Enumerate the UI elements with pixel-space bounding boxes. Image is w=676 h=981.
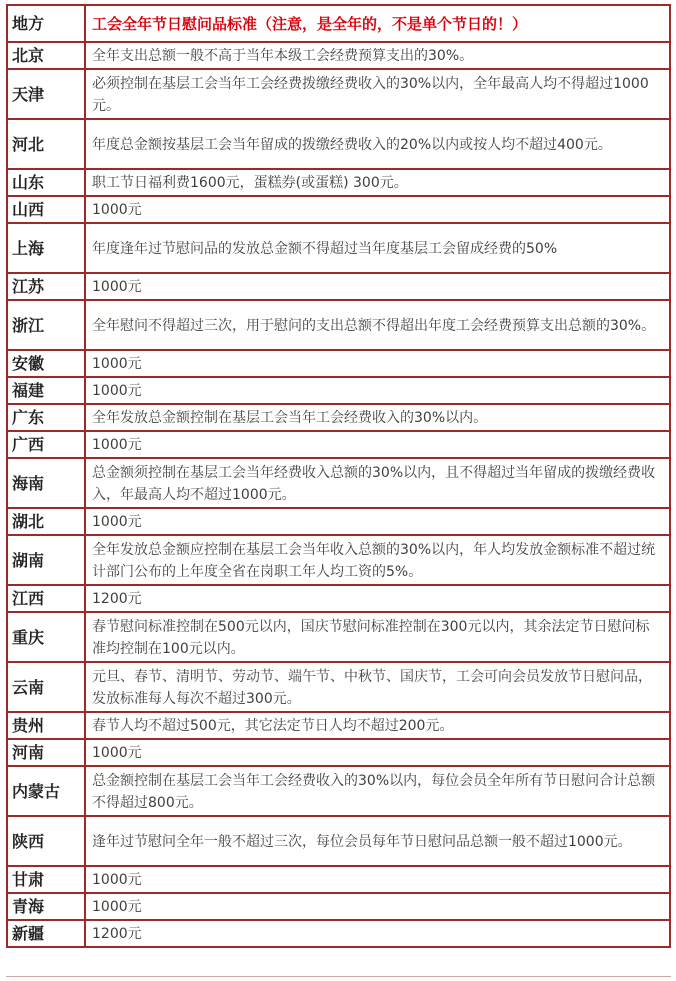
standard-cell: 年度总金额按基层工会当年留成的拨缴经费收入的20%以内或按人均不超过400元。 — [85, 119, 670, 169]
region-cell: 河南 — [7, 739, 85, 766]
table-row — [7, 920, 670, 947]
standard-cell: 全年慰问不得超过三次，用于慰问的支出总额不得超出年度工会经费预算支出总额的30%。 — [85, 300, 670, 350]
region-cell: 江苏 — [7, 273, 85, 300]
table-row — [7, 69, 670, 119]
table-header-row — [7, 5, 670, 42]
table-row — [7, 712, 670, 739]
table-row — [7, 42, 670, 69]
table-row — [7, 585, 670, 612]
standard-cell: 总金额须控制在基层工会当年经费收入总额的30%以内，且不得超过当年留成的拨缴经费收入，年最高人均不超过1000元。 — [85, 458, 670, 508]
region-cell: 天津 — [7, 69, 85, 119]
table-row — [7, 404, 670, 431]
standard-cell: 总金额控制在基层工会当年工会经费收入的30%以内，每位会员全年所有节日慰问合计总额不得超过800元。 — [85, 766, 670, 816]
region-cell: 内蒙古 — [7, 766, 85, 816]
region-cell: 海南 — [7, 458, 85, 508]
standard-cell: 元旦、春节、清明节、劳动节、端午节、中秋节、国庆节，工会可向会员发放节日慰问品，发放标准每人每次不超过300元。 — [85, 662, 670, 712]
table-row — [7, 169, 670, 196]
table-row — [7, 273, 670, 300]
region-cell: 重庆 — [7, 612, 85, 662]
table-row — [7, 612, 670, 662]
standard-cell: 1200元 — [85, 920, 670, 947]
standard-cell: 全年发放总金额应控制在基层工会当年收入总额的30%以内，年人均发放金额标准不超过统计部门公布的上年度全省在岗职工年人均工资的5%。 — [85, 535, 670, 585]
region-cell: 浙江 — [7, 300, 85, 350]
standard-cell: 必须控制在基层工会当年工会经费拨缴经费收入的30%以内，全年最高人均不得超过1000元。 — [85, 69, 670, 119]
union-holiday-standards-table — [6, 4, 671, 948]
table-row — [7, 458, 670, 508]
region-cell: 北京 — [7, 42, 85, 69]
standard-cell: 1000元 — [85, 196, 670, 223]
standard-cell: 1000元 — [85, 893, 670, 920]
region-cell: 山东 — [7, 169, 85, 196]
standard-cell: 春节人均不超过500元，其它法定节日人均不超过200元。 — [85, 712, 670, 739]
standard-cell: 1000元 — [85, 273, 670, 300]
standard-cell: 1000元 — [85, 350, 670, 377]
region-cell: 新疆 — [7, 920, 85, 947]
table-row — [7, 739, 670, 766]
region-cell: 陕西 — [7, 816, 85, 866]
table-row — [7, 866, 670, 893]
table-row — [7, 431, 670, 458]
table-row — [7, 766, 670, 816]
standard-cell: 1000元 — [85, 739, 670, 766]
standard-cell: 1200元 — [85, 585, 670, 612]
region-cell: 福建 — [7, 377, 85, 404]
region-cell: 甘肃 — [7, 866, 85, 893]
standard-cell: 全年支出总额一般不高于当年本级工会经费预算支出的30%。 — [85, 42, 670, 69]
region-cell: 安徽 — [7, 350, 85, 377]
standard-cell: 年度逢年过节慰问品的发放总金额不得超过当年度基层工会留成经费的50% — [85, 223, 670, 273]
region-cell: 湖南 — [7, 535, 85, 585]
table-row — [7, 119, 670, 169]
region-cell: 青海 — [7, 893, 85, 920]
standard-cell: 1000元 — [85, 377, 670, 404]
region-cell: 广西 — [7, 431, 85, 458]
table-row — [7, 196, 670, 223]
standard-cell: 1000元 — [85, 431, 670, 458]
region-cell: 山西 — [7, 196, 85, 223]
standard-cell: 全年发放总金额控制在基层工会当年工会经费收入的30%以内。 — [85, 404, 670, 431]
region-cell: 上海 — [7, 223, 85, 273]
table-row — [7, 893, 670, 920]
standard-cell: 1000元 — [85, 508, 670, 535]
table-row — [7, 535, 670, 585]
standard-cell: 逢年过节慰问全年一般不超过三次，每位会员每年节日慰问品总额一般不超过1000元。 — [85, 816, 670, 866]
region-cell: 贵州 — [7, 712, 85, 739]
bottom-divider — [6, 976, 671, 977]
table-row — [7, 377, 670, 404]
table-row — [7, 300, 670, 350]
table-row — [7, 223, 670, 273]
region-cell: 江西 — [7, 585, 85, 612]
region-cell: 湖北 — [7, 508, 85, 535]
region-cell: 广东 — [7, 404, 85, 431]
table-row — [7, 508, 670, 535]
region-column-header: 地方 — [7, 5, 85, 42]
standard-cell: 1000元 — [85, 866, 670, 893]
standard-column-header: 工会全年节日慰问品标准（注意，是全年的，不是单个节日的！） — [85, 5, 670, 42]
table-row — [7, 816, 670, 866]
table-row — [7, 662, 670, 712]
table-row — [7, 350, 670, 377]
region-cell: 河北 — [7, 119, 85, 169]
region-cell: 云南 — [7, 662, 85, 712]
standard-cell: 职工节日福利费1600元，蛋糕券(或蛋糕) 300元。 — [85, 169, 670, 196]
standard-cell: 春节慰问标准控制在500元以内，国庆节慰问标准控制在300元以内，其余法定节日慰问标准均控制在100元以内。 — [85, 612, 670, 662]
